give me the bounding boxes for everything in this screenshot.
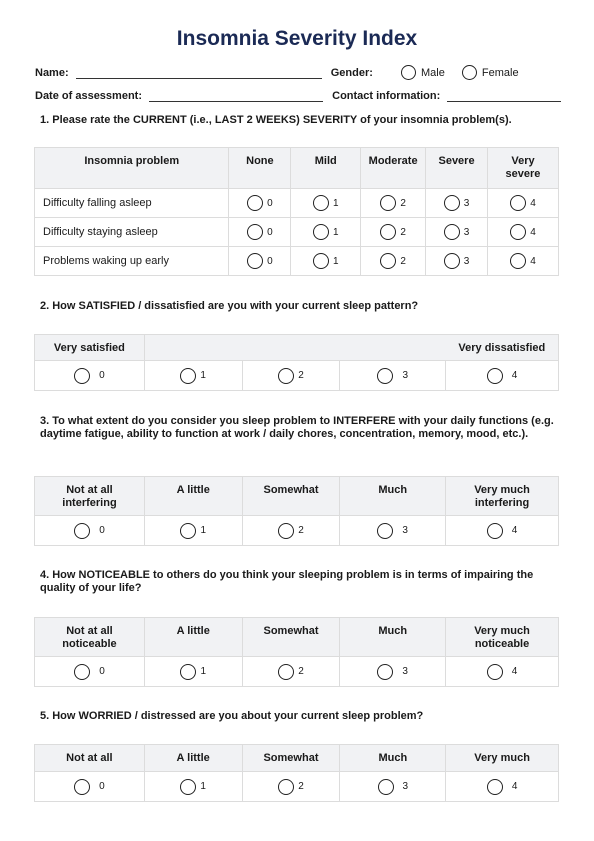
score-label: 0 [267,255,273,267]
score-option-3[interactable] [340,523,445,539]
score-label: 3 [402,666,408,677]
header-somewhat: Somewhat [242,745,340,772]
score-option-1[interactable] [291,253,360,269]
score-option-4[interactable] [446,523,558,539]
score-label: 1 [332,197,339,209]
score-option-1[interactable] [145,779,242,795]
score-option-4[interactable] [446,664,558,680]
header-very-much-interfering: Very much interfering [446,477,559,516]
header-severe: Severe [426,148,488,189]
table-row [35,772,559,802]
radio-icon[interactable] [380,224,396,240]
header-very-satisfied: Very satisfied [35,335,145,361]
row-label: Difficulty staying asleep [35,218,229,247]
score-label: 0 [99,525,105,536]
radio-icon[interactable] [380,195,396,211]
radio-icon[interactable] [278,368,294,384]
gender-male-label: Male [421,66,445,79]
header-very-much: Very much [446,745,559,772]
score-option-3[interactable] [340,664,445,680]
table-row [35,657,559,687]
radio-icon[interactable] [380,253,396,269]
score-option-2[interactable] [243,664,340,680]
header-somewhat: Somewhat [242,618,340,657]
score-label: 2 [400,255,406,267]
radio-icon[interactable] [377,664,393,680]
table-row [35,189,559,218]
name-row [35,67,373,79]
score-option-1[interactable] [291,224,360,240]
radio-icon[interactable] [487,523,503,539]
radio-icon[interactable] [247,224,263,240]
header-very-severe: Very severe [487,148,558,189]
radio-icon[interactable] [278,779,294,795]
header-not-at-all: Not at all [35,745,145,772]
score-label: 2 [298,525,304,536]
radio-icon[interactable] [377,368,393,384]
contact-field[interactable] [447,91,561,102]
radio-icon[interactable] [378,779,394,795]
score-option-2[interactable] [243,779,340,795]
header-very-dissatisfied: Very dissatisfied [446,335,559,361]
score-label: 2 [400,197,406,209]
score-option-1[interactable] [145,523,242,539]
question-3-table [34,476,559,546]
header-insomnia-problem: Insomnia problem [35,148,229,189]
score-label: 2 [298,781,304,792]
score-label: 0 [99,781,105,792]
header-much: Much [340,618,446,657]
score-option-4[interactable] [446,779,558,795]
radio-icon[interactable] [180,523,196,539]
radio-icon[interactable] [180,664,196,680]
question-2-text: 2. How SATISFIED / dissatisfied are you with your current sleep pattern? [40,300,419,312]
name-field[interactable] [76,68,322,79]
score-option-4[interactable] [488,224,558,240]
score-label: 4 [511,525,518,536]
gender-options [401,65,533,83]
gender-label: Gender: [330,67,373,79]
score-option-3[interactable] [426,195,487,211]
score-label: 3 [402,525,408,536]
radio-icon[interactable] [74,664,90,680]
radio-icon[interactable] [487,368,503,384]
score-label: 4 [530,226,536,238]
score-label: 3 [402,781,409,792]
score-option-0[interactable] [229,195,290,211]
radio-icon[interactable] [510,195,526,211]
name-label: Name: [35,67,69,79]
radio-icon[interactable] [377,523,393,539]
score-label: 0 [99,370,105,381]
score-option-3[interactable] [340,779,445,795]
score-option-3[interactable] [340,368,445,384]
table-row [35,516,559,546]
score-label: 2 [298,370,304,381]
score-label: 1 [200,525,207,536]
radio-icon[interactable] [278,664,294,680]
header-a-little: A little [144,477,242,516]
score-label: 4 [511,370,518,381]
radio-icon[interactable] [313,253,329,269]
radio-icon[interactable] [487,664,503,680]
score-option-0[interactable] [35,779,144,795]
score-option-2[interactable] [361,224,425,240]
gender-female-label: Female [481,66,519,79]
gender-male-option[interactable] [401,65,445,80]
date-field[interactable] [149,91,323,102]
question-5-text: 5. How WORRIED / distressed are you about your current sleep problem? [40,710,424,722]
score-label: 3 [463,197,470,209]
score-label: 4 [530,255,536,267]
score-label: 4 [511,781,518,792]
score-label: 0 [267,226,273,238]
table-row [35,361,559,391]
page-title: Insomnia Severity Index [176,27,418,50]
header-very-much-noticeable: Very much noticeable [446,618,559,657]
score-option-2[interactable] [243,523,340,539]
score-label: 0 [267,197,273,209]
score-label: 1 [200,666,207,677]
table-row [35,218,559,247]
question-4-text: 4. How NOTICEABLE to others do you think your sleeping problem is in terms of impairing the quality of your life? [40,569,534,594]
score-label: 3 [402,370,409,381]
radio-icon[interactable] [180,368,196,384]
radio-icon[interactable] [278,523,294,539]
row-label: Difficulty falling asleep [35,189,229,218]
score-label: 3 [463,226,470,238]
score-option-3[interactable] [426,253,487,269]
score-option-2[interactable] [361,253,425,269]
score-label: 4 [530,197,536,209]
date-label: Date of assessment: [35,90,142,102]
score-option-0[interactable] [35,664,144,680]
score-label: 1 [332,226,339,238]
radio-icon[interactable] [444,224,460,240]
question-2-table [34,334,559,391]
radio-icon[interactable] [510,253,526,269]
header-not-at-all-noticeable: Not at all noticeable [35,618,145,657]
radio-icon[interactable] [462,65,477,80]
row-label: Problems waking up early [35,247,229,276]
radio-icon[interactable] [74,368,90,384]
header-somewhat: Somewhat [242,477,340,516]
contact-label: Contact information: [332,90,441,102]
header-none: None [229,148,291,189]
header-a-little: A little [144,618,242,657]
header-mild: Mild [291,148,361,189]
question-1-table [34,147,559,276]
header-much: Much [340,477,446,516]
header-moderate: Moderate [361,148,426,189]
score-option-4[interactable] [488,253,558,269]
score-option-3[interactable] [426,224,487,240]
header-a-little: A little [144,745,242,772]
score-option-0[interactable] [229,253,290,269]
question-1-text: 1. Please rate the CURRENT (i.e., LAST 2 WEEKS) SEVERITY of your insomnia problem(s). [40,114,512,126]
score-option-2[interactable] [361,195,425,211]
gender-female-option[interactable] [462,65,519,80]
score-option-0[interactable] [35,523,144,539]
question-3-text: 3. To what extent do you consider you sleep problem to INTERFERE with your daily functions (e.g. daytime fatigue, ability to function at work / daily chores, concentration, memory, mood, etc.). [40,415,554,440]
score-option-1[interactable] [291,195,360,211]
score-option-1[interactable] [145,664,242,680]
score-label: 3 [463,255,470,267]
score-label: 2 [298,666,304,677]
radio-icon[interactable] [510,224,526,240]
radio-icon[interactable] [247,253,263,269]
radio-icon[interactable] [247,195,263,211]
score-option-1[interactable] [145,368,242,384]
score-option-4[interactable] [446,368,558,384]
header-much: Much [340,745,446,772]
radio-icon[interactable] [444,195,460,211]
radio-icon[interactable] [313,224,329,240]
score-option-4[interactable] [488,195,558,211]
score-label: 4 [511,666,518,677]
radio-icon[interactable] [74,779,90,795]
question-4-table [34,617,559,687]
radio-icon[interactable] [401,65,416,80]
score-label: 1 [332,255,339,267]
radio-icon[interactable] [444,253,460,269]
score-label: 2 [400,226,406,238]
score-label: 1 [200,370,206,381]
radio-icon[interactable] [180,779,196,795]
radio-icon[interactable] [487,779,503,795]
score-option-2[interactable] [243,368,340,384]
question-5-table [34,744,559,802]
score-option-0[interactable] [35,368,144,384]
score-option-0[interactable] [229,224,290,240]
radio-icon[interactable] [313,195,329,211]
date-row [35,90,561,102]
score-label: 0 [99,666,105,677]
header-not-at-all-interfering: Not at all interfering [35,477,145,516]
table-row [35,247,559,276]
score-label: 1 [200,781,206,792]
radio-icon[interactable] [74,523,90,539]
